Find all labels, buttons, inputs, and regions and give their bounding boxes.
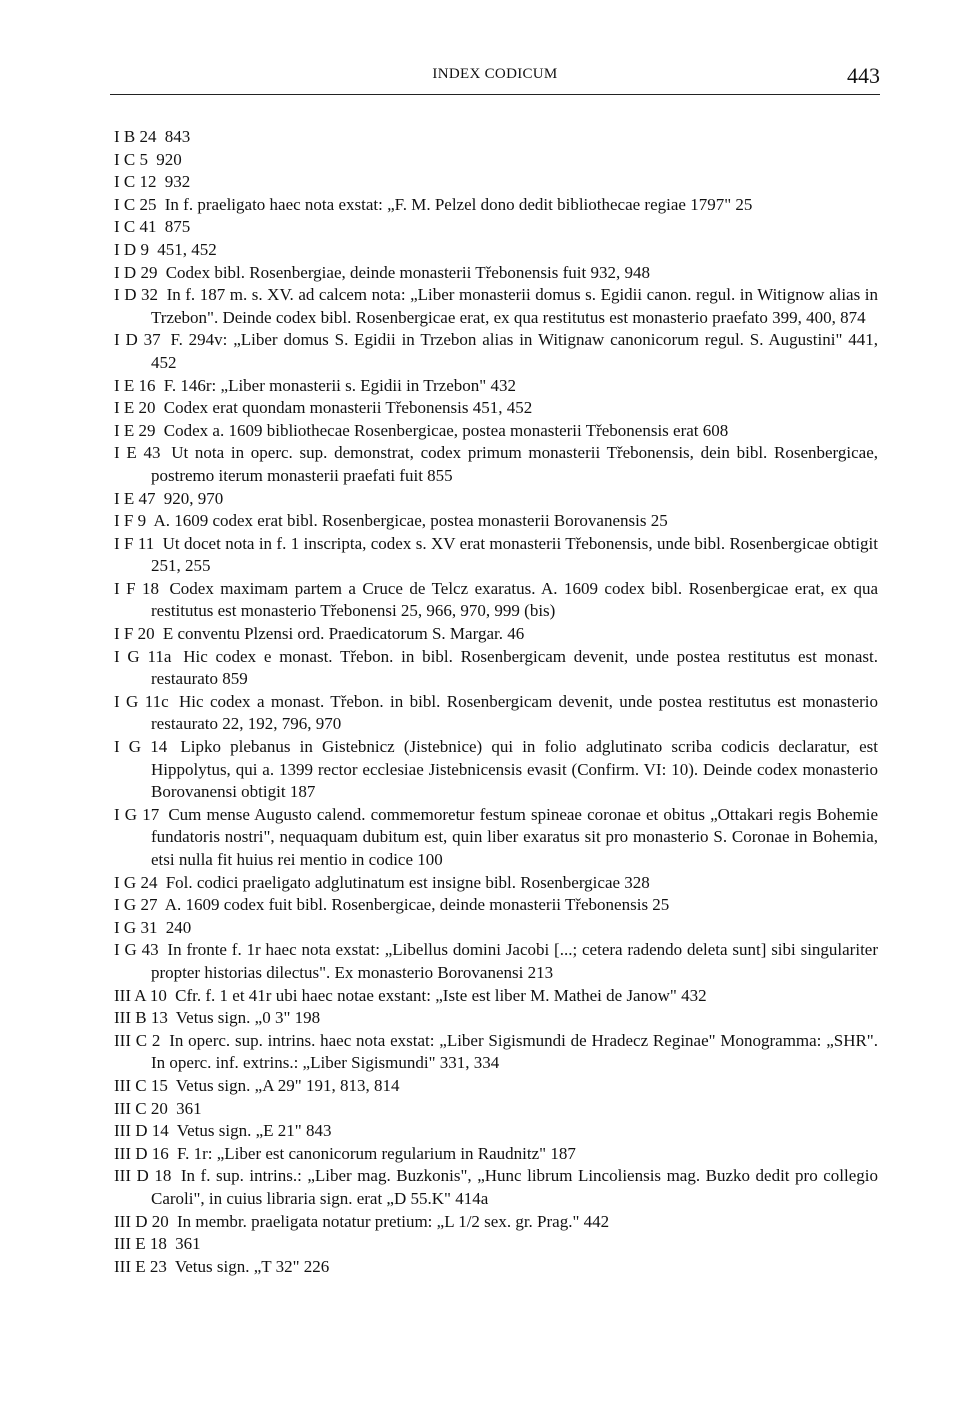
codex-signature: I G 14 [114,737,168,757]
running-header [110,63,880,90]
codex-signature: I E 29 [114,420,156,440]
codex-signature: III A 10 [114,985,167,1005]
index-entry [114,578,878,623]
codex-signature: I F 20 [114,624,155,644]
entry-text: F. 294v: „Liber domus S. Egidii in Trzebon alias in Witignaw canonicorum regul. S. Augustini" 441, 452 [151,330,878,372]
index-entry [114,1075,878,1098]
entry-text: In f. praeligato haec nota exstat: „F. M. Pelzel dono dedit bibliothecae regiae 1797" 25 [164,194,753,214]
index-entry [114,420,878,443]
entry-text: Cum mense Augusto calend. commemoretur festum spineae coronae et obitus „Ottakari regis Bohemie fundatoris nostri", nequaquam dubitum est, quin liber exaratus sit pro monasterio S. Coronae in Bohemia, etsi nulla fit huius rei mentio in codice 100 [151,804,878,869]
index-entry [114,194,878,217]
entry-text: 932 [164,172,191,192]
index-entry [114,262,878,285]
codex-signature: III E 23 [114,1256,167,1276]
entry-text: Hic codex a monast. Třebon. in bibl. Rosenbergicam devenit, unde postea restitutus est monasterio restaurato 22, 192, 796, 970 [151,691,879,734]
entry-text: F. 1r: „Liber est canonicorum regularium in Raudnitz" 187 [177,1143,576,1163]
index-entry [114,171,878,194]
codex-signature: I E 16 [114,375,156,395]
index-entry [114,985,878,1008]
index-entry [114,917,878,940]
index-entry [114,1211,878,1234]
entry-text: Codex bibl. Rosenbergiae, deinde monasterii Třebonensis fuit 932, 948 [165,262,650,282]
entry-text: Ut nota in operc. sup. demonstrat, codex primum monasterii Třebonensis, dein bibl. Rosenbergicae, postremo iterum monasterii praefati fuit 855 [151,443,879,485]
codex-signature: I F 18 [114,578,160,598]
entry-text: Vetus sign. „A 29" 191, 813, 814 [175,1075,400,1095]
index-entry [114,872,878,895]
codex-signature: I D 9 [114,239,149,259]
entry-text: Codex a. 1609 bibliothecae Rosenbergicae, postea monasterii Třebonensis erat 608 [163,420,729,440]
index-entry [114,488,878,511]
index-entry [114,1143,878,1166]
entry-text: E conventu Plzensi ord. Praedicatorum S. Margar. 46 [162,624,525,644]
index-entry [114,691,878,736]
index-entry [114,510,878,533]
index-entry [114,623,878,646]
codex-signature: I E 43 [114,443,161,463]
codex-signature: I G 11a [114,646,172,666]
page-number: 443 [847,63,880,88]
entry-text: Codex erat quondam monasterii Třebonensis 451, 452 [163,398,533,418]
codex-signature: I C 25 [114,194,157,214]
index-entry [114,804,878,872]
index-entry [114,442,878,487]
codex-signature: I C 5 [114,149,148,169]
index-entry [114,1256,878,1279]
index-entry [114,1233,878,1256]
codex-signature: I D 37 [114,330,161,350]
codex-signature: I B 24 [114,127,157,146]
index-entry [114,126,878,149]
codex-signature: I C 41 [114,217,157,237]
index-entry [114,397,878,420]
entry-text: In fronte f. 1r haec nota exstat: „Libellus domini Jacobi [...; cetera radendo deleta sunt] sibi singulariter propter historias dilectus". Ex monasterio Borovanensi 213 [151,940,878,982]
codex-signature: III D 18 [114,1166,172,1186]
codex-signature: I D 32 [114,285,159,305]
entry-text: Codex maximam partem a Cruce de Telcz exaratus. A. 1609 codex bibl. Rosenbergicae erat, ex qua restitutus est monasterio Třebonensi 25, 966, 970, 999 (bis) [151,578,878,621]
entry-text: 361 [176,1098,202,1118]
entry-text: 875 [164,217,191,237]
entry-text: 451, 452 [157,239,217,259]
codex-signature: I D 29 [114,262,158,282]
codex-signature: III D 20 [114,1211,169,1231]
index-entry [114,1030,878,1075]
codex-signature: I G 27 [114,895,158,915]
entry-text: 843 [164,127,191,146]
codex-signature: I E 20 [114,398,156,418]
index-entry [114,216,878,239]
entry-text: A. 1609 codex erat bibl. Rosenbergicae, postea monasterii Borovanensis 25 [153,511,668,531]
codex-signature: I G 43 [114,940,159,960]
codex-signature: I F 11 [114,533,155,553]
index-entry [114,533,878,578]
index-entry [114,284,878,329]
entry-text: A. 1609 codex fuit bibl. Rosenbergicae, deinde monasterii Třebonensis 25 [164,895,670,915]
index-entry [114,894,878,917]
entry-text: 240 [165,917,192,937]
index-entry [114,375,878,398]
codex-signature: III C 2 [114,1030,161,1050]
entry-text: Ut docet nota in f. 1 inscripta, codex s. XV erat monasterii Třebonensis, unde bibl. Rosenbergicae obtigit 251, 255 [151,533,878,576]
index-entry [114,736,878,804]
codex-signature: III D 16 [114,1143,169,1163]
entry-text: In operc. sup. intrins. haec nota exstat: „Liber Sigismundi de Hradecz Reginae" Monogramma: „SHR". In operc. inf. extrins.: „Liber Sigismundi" 331, 334 [151,1030,879,1073]
entry-text: In f. sup. intrins.: „Liber mag. Buzkonis", „Hunc librum Lincoliensis mag. Buzko dedit pro collegio Caroli", in cuius libraria sign. erat „D 55.K" 414a [151,1166,879,1208]
entry-text: Lipko plebanus in Gistebnicz (Jistebnice) qui in folio adglutinato scriba codicis declaratur, est Hippolytus, qui a. 1399 rector ecclesiae Jistebnicensis evasit (Confirm. VI: 10). Deinde codex monasterio Borovanensi obtigit 187 [151,737,878,802]
entry-text: F. 146r: „Liber monasterii s. Egidii in Trzebon" 432 [163,375,516,395]
entry-text: 920 [156,149,182,169]
index-entry [114,1007,878,1030]
index-entry [114,939,878,984]
entry-text: 361 [175,1234,201,1254]
index-entry [114,646,878,691]
entry-text: 920, 970 [163,488,224,508]
codex-signature: III D 14 [114,1121,169,1141]
entry-text: In f. 187 m. s. XV. ad calcem nota: „Liber monasterii domus s. Egidii canon. regul. in Witignow alias in Trzebon". Deinde codex bibl. Rosenbergicae erat, ex qua restitutus est monasterio praefato 399, 400, 874 [151,285,878,327]
codex-signature: I E 47 [114,488,156,508]
entry-text: Cfr. f. 1 et 41r ubi haec notae exstant: „Iste est liber M. Mathei de Janow" 432 [175,985,707,1005]
index-entries [114,126,878,1278]
codex-signature: III C 20 [114,1098,168,1118]
entry-text: In membr. praeligata notatur pretium: „L 1/2 sex. gr. Prag." 442 [177,1211,610,1231]
index-entry [114,329,878,374]
codex-signature: I F 9 [114,511,147,531]
index-entry [114,1120,878,1143]
entry-text: Hic codex e monast. Třebon. in bibl. Rosenbergicam devenit, unde postea restitutus est monast. restaurato 859 [151,646,879,689]
index-entry [114,1098,878,1121]
header-rule [110,94,880,95]
codex-signature: III E 18 [114,1234,167,1254]
index-entry [114,149,878,172]
codex-signature: I G 31 [114,917,158,937]
entry-text: Vetus sign. „T 32" 226 [174,1256,330,1276]
codex-signature: I G 11c [114,691,169,711]
entry-text: Fol. codici praeligato adglutinatum est insigne bibl. Rosenbergicae 328 [165,872,650,892]
running-title: INDEX CODICUM [432,66,558,82]
entry-text: Vetus sign. „0 3" 198 [175,1008,321,1028]
codex-signature: III B 13 [114,1008,168,1028]
codex-signature: III C 15 [114,1075,168,1095]
index-entry [114,239,878,262]
codex-signature: I G 24 [114,872,158,892]
codex-signature: I C 12 [114,172,157,192]
entry-text: Vetus sign. „E 21" 843 [176,1121,332,1141]
index-entry [114,1165,878,1210]
codex-signature: I G 17 [114,804,160,824]
